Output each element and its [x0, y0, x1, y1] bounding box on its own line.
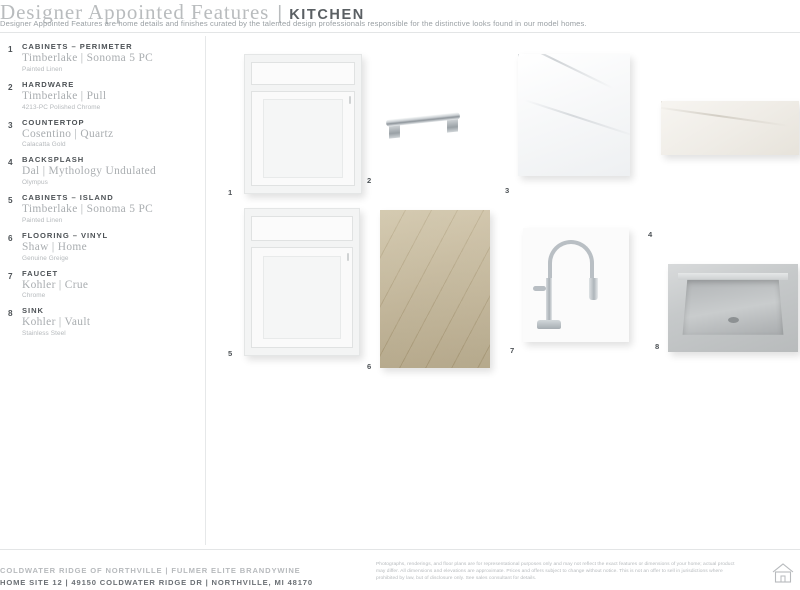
spec-detail: 4213-PC Polished Chrome — [22, 103, 101, 111]
cabinet-drawer — [251, 62, 355, 85]
spec-detail: Painted Linen — [22, 65, 63, 73]
cabinet-door-graphic — [244, 54, 362, 194]
spec-detail: Olympus — [22, 179, 48, 187]
sink-graphic — [668, 264, 798, 352]
spec-brand: Cosentino | Quartz — [22, 127, 114, 140]
spec-category: FLOORING – VINYL — [22, 230, 109, 240]
list-item — [0, 231, 200, 269]
faucet-handle — [533, 286, 546, 291]
specification-list — [0, 42, 200, 344]
backsplash-tile-graphic — [661, 101, 799, 155]
spec-brand: Timberlake | Sonoma 5 PC — [22, 203, 154, 216]
spec-brand: Dal | Mythology Undulated — [22, 165, 157, 178]
spec-number: 5 — [8, 196, 13, 206]
quartz-slab-graphic — [518, 54, 630, 176]
header-divider-rule — [0, 32, 800, 33]
title-divider: | — [277, 3, 283, 24]
spec-category: BACKSPLASH — [22, 155, 85, 165]
list-item — [0, 42, 200, 80]
spec-detail: Calacatta Gold — [22, 141, 66, 149]
builder-logo-icon — [770, 561, 796, 585]
backsplash-tile-image — [648, 101, 799, 239]
vinyl-plank-graphic — [380, 210, 490, 368]
spec-number: 4 — [8, 158, 13, 168]
cabinet-door-panel — [251, 91, 355, 186]
cabinet-island-image — [228, 208, 360, 358]
list-item — [0, 155, 200, 193]
spec-detail: Chrome — [22, 292, 46, 300]
cabinet-drawer — [251, 216, 354, 241]
page-title-room: KITCHEN — [289, 7, 365, 23]
spec-number: 3 — [8, 120, 13, 130]
faucet-graphic — [523, 228, 629, 342]
spec-number: 2 — [8, 82, 13, 92]
hardware-pull-image — [367, 100, 478, 185]
spec-number: 1 — [8, 45, 13, 54]
countertop-quartz-image — [505, 54, 630, 195]
page-subtitle: Designer Appointed Features are home details and finishes curated by the talented design professionals responsible for the distinctive looks found in our model homes. — [0, 19, 587, 28]
cabinet-door-panel — [251, 247, 354, 348]
spec-brand: Timberlake | Pull — [22, 89, 107, 102]
spec-brand: Timberlake | Sonoma 5 PC — [22, 52, 154, 64]
faucet-base — [537, 320, 561, 329]
callout-number: 6 — [367, 362, 372, 371]
faucet-spout — [548, 240, 594, 282]
cabinet-door-graphic — [244, 208, 360, 356]
spec-category: FAUCET — [22, 268, 59, 278]
footer-community-info — [0, 566, 360, 587]
spec-category: SINK — [22, 306, 44, 316]
callout-number: 1 — [228, 188, 233, 197]
callout-number: 5 — [228, 349, 233, 358]
spec-detail: Genuine Greige — [22, 254, 69, 262]
spec-brand: Kohler | Vault — [22, 316, 91, 329]
spec-category: CABINETS – ISLAND — [22, 193, 114, 203]
spec-number: 8 — [8, 309, 13, 319]
spec-category: HARDWARE — [22, 79, 75, 89]
cabinet-perimeter-image — [228, 54, 362, 197]
spec-detail: Stainless Steel — [22, 330, 66, 338]
cabinet-knob — [347, 253, 349, 261]
cabinet-knob — [349, 96, 351, 104]
faucet-image — [510, 228, 629, 355]
sink-image — [655, 264, 798, 352]
list-item — [0, 306, 200, 344]
home-site-address: HOME SITE 12 | 49150 COLDWATER RIDGE DR | NORTHVILLE, MI 48170 — [0, 578, 313, 587]
vertical-divider-rule — [205, 36, 206, 545]
footer-divider-rule — [0, 549, 800, 550]
spec-category: CABINETS – PERIMETER — [22, 42, 133, 51]
list-item — [0, 118, 200, 156]
callout-number: 2 — [367, 176, 372, 185]
faucet-column — [546, 278, 552, 322]
flooring-vinyl-image — [367, 210, 490, 371]
spec-category: COUNTERTOP — [22, 117, 85, 127]
spec-brand: Kohler | Crue — [22, 278, 89, 291]
sink-basin — [682, 280, 783, 335]
footer-disclaimer: Photographs, renderings, and floor plans are for representational purposes only and may not reflect the exact features or dimensions of your home; actual product may differ. All dimensions and elevations are approximate. Prices and offers subject to change without notice. This is not an offer to sell in jurisdictions where prohibited by law, but of disclosure only. See sales consultant for details. — [376, 562, 735, 581]
callout-number: 3 — [505, 186, 510, 195]
list-item — [0, 269, 200, 307]
list-item — [0, 193, 200, 231]
callout-number: 7 — [510, 346, 515, 355]
page-title-main: Designer Appointed Features — [0, 0, 270, 24]
spec-number: 7 — [8, 271, 13, 281]
sink-rim — [678, 273, 787, 280]
community-name: COLDWATER RIDGE OF NORTHVILLE | FULMER ELITE BRANDYWINE — [0, 566, 301, 575]
callout-number: 8 — [655, 342, 660, 351]
faucet-sprayhead — [589, 278, 598, 300]
list-item — [0, 80, 200, 118]
spec-brand: Shaw | Home — [22, 240, 87, 253]
spec-detail: Painted Linen — [22, 216, 63, 224]
finish-image-board — [218, 42, 796, 382]
cabinet-pull-graphic — [380, 100, 478, 160]
spec-number: 6 — [8, 233, 13, 243]
sink-drain — [728, 317, 739, 323]
callout-number: 4 — [648, 230, 653, 239]
